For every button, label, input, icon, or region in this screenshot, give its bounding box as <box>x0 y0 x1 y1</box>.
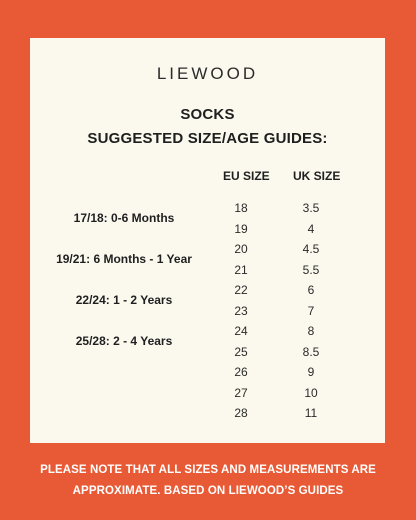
uk-size-cell: 10 <box>304 385 318 400</box>
disclaimer-line: APPROXIMATE. BASED ON LIEWOOD’S GUIDES <box>72 485 344 497</box>
table-row <box>30 283 385 304</box>
eu-size-cell: 18 <box>234 201 248 215</box>
age-group-label: 17/18: 0-6 Months <box>73 211 175 225</box>
age-group-label: 19/21: 6 Months - 1 Year <box>56 252 192 266</box>
eu-size-cell: 27 <box>234 385 248 400</box>
age-group-label: 22/24: 1 - 2 Years <box>75 293 173 307</box>
eu-size-cell: 26 <box>234 365 248 379</box>
table-row <box>30 201 385 222</box>
brand-logo: LIEWOOD <box>156 64 259 83</box>
eu-size-cell: 19 <box>234 221 248 236</box>
disclaimer-note <box>0 460 416 502</box>
table-row <box>30 386 385 407</box>
uk-size-cell: 6 <box>307 283 315 297</box>
uk-size-cell: 8 <box>307 324 315 338</box>
disclaimer-line: PLEASE NOTE THAT ALL SIZES AND MEASUREMENTS ARE <box>40 464 376 476</box>
eu-size-header: EU SIZE <box>223 169 270 183</box>
table-row <box>30 345 385 366</box>
table-row <box>30 263 385 284</box>
uk-size-cell: 5.5 <box>302 262 320 277</box>
age-group-label: 25/28: 2 - 4 Years <box>75 334 173 348</box>
uk-size-cell: 11 <box>304 406 318 420</box>
table-row <box>30 304 385 325</box>
eu-size-cell: 23 <box>234 303 248 318</box>
uk-size-cell: 4 <box>307 221 315 236</box>
uk-size-cell: 3.5 <box>302 201 320 215</box>
eu-size-cell: 22 <box>234 283 248 297</box>
eu-size-cell: 21 <box>234 262 248 277</box>
uk-size-cell: 7 <box>307 303 315 318</box>
table-row <box>30 324 385 345</box>
table-row <box>30 242 385 263</box>
table-row <box>30 406 385 427</box>
eu-size-cell: 25 <box>234 344 248 359</box>
eu-size-cell: 28 <box>234 406 248 420</box>
size-table <box>30 201 385 427</box>
table-row <box>30 365 385 386</box>
uk-size-cell: 8.5 <box>302 344 320 359</box>
size-guide-card <box>30 38 385 443</box>
eu-size-cell: 20 <box>234 242 248 256</box>
eu-size-cell: 24 <box>234 324 248 338</box>
uk-size-header: UK SIZE <box>293 169 341 183</box>
uk-size-cell: 9 <box>307 365 315 379</box>
guide-heading: SUGGESTED SIZE/AGE GUIDES: <box>87 130 328 147</box>
uk-size-cell: 4.5 <box>302 242 320 256</box>
table-row <box>30 222 385 243</box>
product-title: SOCKS <box>180 106 235 123</box>
